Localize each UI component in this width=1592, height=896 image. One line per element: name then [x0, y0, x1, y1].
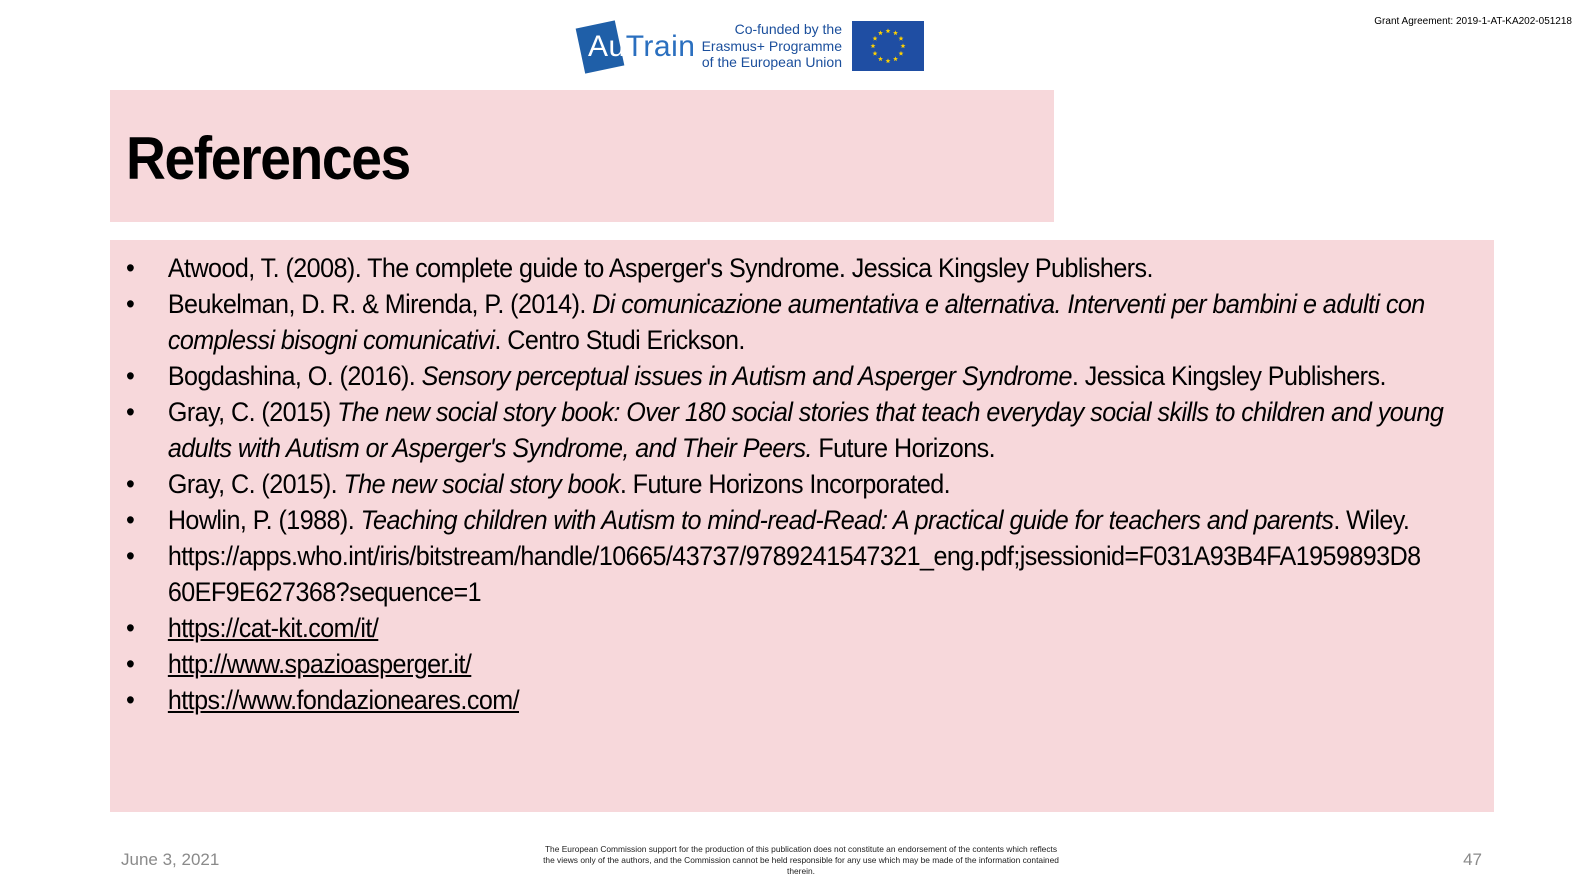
reference-item: [126, 250, 1512, 286]
eu-star-icon: [886, 58, 891, 63]
reference-text: Future Horizons.: [811, 433, 996, 463]
bullet: •: [126, 289, 135, 319]
eu-star-icon: [899, 51, 904, 56]
reference-text: Di comunicazione aumentativa e alternativa. Interventi per bambini e adulti con complessi bisogni comunicativi: [167, 289, 1425, 355]
eu-text-line: of the European Union: [701, 54, 842, 71]
reference-item: [126, 286, 1512, 358]
eu-star-icon: [878, 56, 883, 61]
eu-star-icon: [871, 43, 876, 48]
reference-text: . Jessica Kingsley Publishers.: [1071, 361, 1386, 391]
references-list: [126, 250, 1476, 718]
reference-text: The new social story book: Over 180 social stories that teach everyday social skills to children and young adults with Autism or Asperger's Syndrome, and Their Peers.: [167, 397, 1444, 463]
reference-text: Howlin, P. (1988).: [167, 505, 361, 535]
reference-item: [126, 502, 1512, 538]
eu-star-icon: [886, 28, 891, 33]
header-logos: [578, 14, 924, 78]
reference-text: Sensory perceptual issues in Autism and Asperger Syndrome: [421, 361, 1072, 391]
reference-link[interactable]: https://cat-kit.com/it/: [167, 613, 379, 643]
reference-text: Beukelman, D. R. & Mirenda, P. (2014).: [167, 289, 593, 319]
reference-text: Teaching children with Autism to mind-read-Read: A practical guide for teachers and parents: [360, 505, 1334, 535]
reference-item: [126, 394, 1512, 466]
reference-text: . Future Horizons Incorporated.: [619, 469, 951, 499]
autrain-logo-au: Au: [588, 30, 626, 63]
bullet: •: [126, 649, 135, 679]
eu-flag-icon: [852, 21, 924, 71]
bullet: •: [126, 253, 135, 283]
bullet: •: [126, 397, 135, 427]
eu-star-icon: [899, 36, 904, 41]
reference-link[interactable]: http://www.spazioasperger.it/: [167, 649, 472, 679]
eu-text-line: Co-funded by the: [734, 21, 842, 38]
references-panel: [110, 240, 1494, 812]
autrain-logo-text: [588, 30, 695, 64]
bullet: •: [126, 613, 135, 643]
reference-text: Bogdashina, O. (2016).: [167, 361, 422, 391]
eu-star-icon: [873, 51, 878, 56]
reference-item: [126, 610, 1512, 646]
bullet: •: [126, 361, 135, 391]
footer-disclaimer: The European Commission support for the production of this publication does not constitute an endorsement of the contents which reflects the views only of the authors, and the Commission cannot be held responsible for any use which may be made of the information contained therein.: [543, 844, 1059, 876]
reference-text: https://apps.who.int/iris/bitstream/handle/10665/43737/9789241547321_eng.pdf;jsessionid=F031A93B4FA1959893D8 60EF9E627368?sequence=1: [167, 541, 1421, 607]
reference-text: Gray, C. (2015).: [167, 469, 344, 499]
reference-item: [126, 538, 1512, 610]
bullet: •: [126, 469, 135, 499]
erasmus-cofunded-text: [692, 21, 842, 71]
grant-agreement: Grant Agreement: 2019-1-AT-KA202-051218: [1374, 16, 1572, 27]
bullet: •: [126, 685, 135, 715]
title-panel: [110, 90, 1054, 222]
reference-text: The new social story book: [343, 469, 620, 499]
eu-star-icon: [893, 30, 898, 35]
footer-date: June 3, 2021: [121, 850, 220, 869]
reference-text: Atwood, T. (2008). The complete guide to Asperger's Syndrome. Jessica Kingsley Publishers.: [167, 253, 1153, 283]
reference-text: Gray, C. (2015): [167, 397, 338, 427]
eu-star-icon: [878, 30, 883, 35]
eu-star-icon: [873, 36, 878, 41]
reference-item: [126, 646, 1512, 682]
reference-item: [126, 682, 1512, 718]
autrain-logo-train: Train: [625, 30, 696, 63]
autrain-logo: [578, 14, 696, 78]
bullet: •: [126, 505, 135, 535]
reference-item: [126, 358, 1512, 394]
eu-text-line: Erasmus+ Programme: [701, 37, 842, 54]
eu-star-icon: [893, 56, 898, 61]
reference-item: [126, 466, 1512, 502]
page-number: 47: [1463, 850, 1482, 869]
reference-link[interactable]: https://www.fondazioneares.com/: [167, 685, 520, 715]
eu-star-icon: [901, 43, 906, 48]
reference-text: . Wiley.: [1333, 505, 1410, 535]
bullet: •: [126, 541, 135, 571]
reference-text: . Centro Studi Erickson.: [494, 325, 745, 355]
page-title: References: [126, 125, 410, 192]
